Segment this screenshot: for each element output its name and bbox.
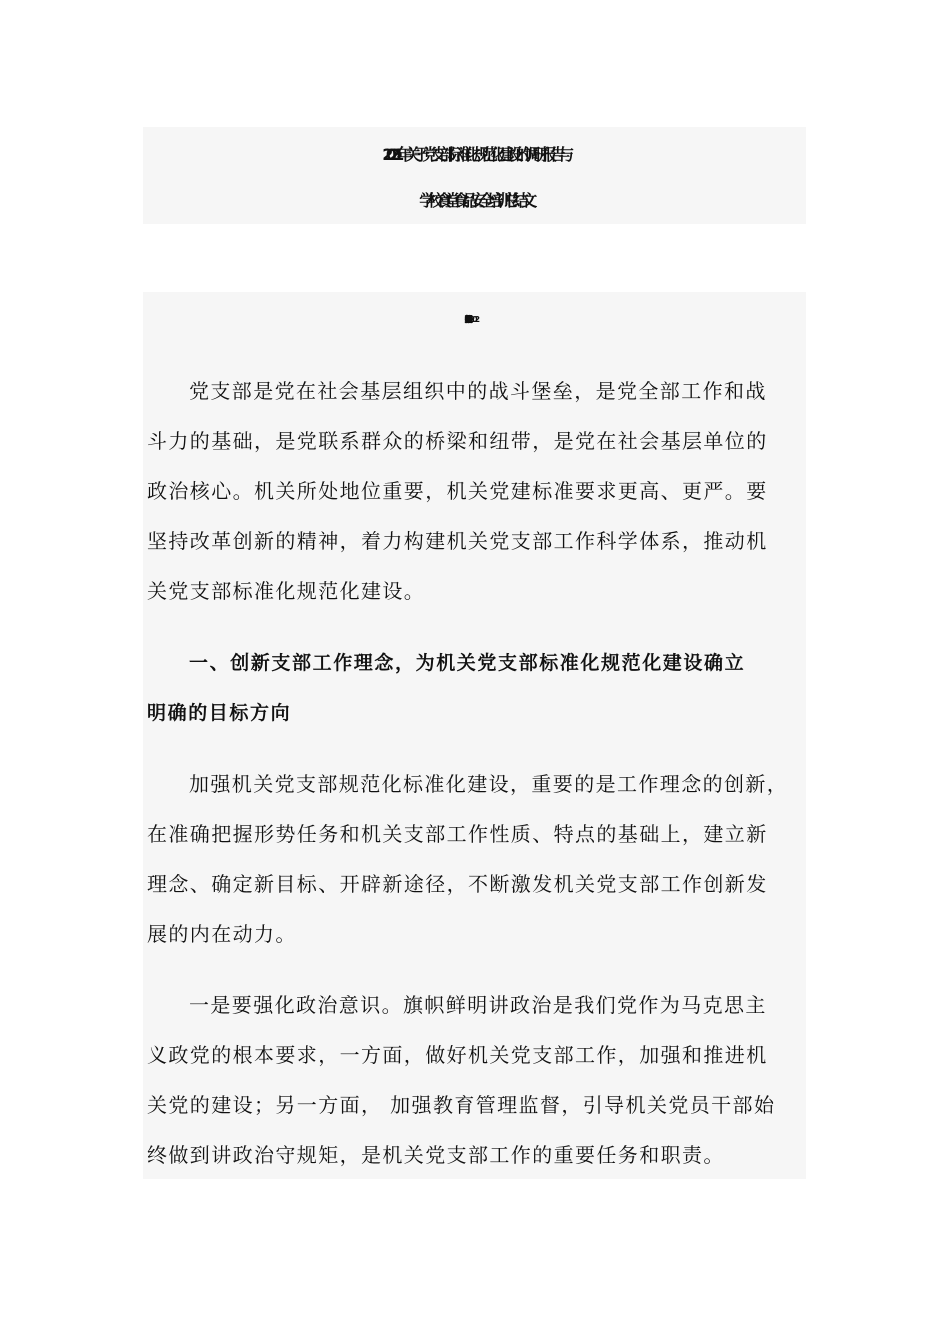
paragraph-1-line-1: 党支部是党在社会基层组织中的战斗堡垒，是党全部工作和战: [189, 379, 767, 403]
section-heading-line-2: 明确的目标方向: [147, 702, 292, 724]
paragraph-3-line-1: 加强机关党支部规范化标准化建设，重要的是工作理念的创新，: [189, 772, 789, 796]
paragraph-1-line-3: 政治核心。机关所处地位重要，机关党建标准要求更高、更严。要: [147, 479, 768, 503]
paragraph-1-line-4: 坚持改革创新的精神，着力构建机关党支部工作科学体系，推动机: [147, 529, 768, 553]
paragraph-4-line-3: 关党的建设；另一方面， 加强教育管理监督，引导机关党员干部始: [147, 1093, 776, 1117]
paragraph-4-line-4: 终做到讲政治守规矩，是机关党支部工作的重要任务和职责。: [147, 1143, 725, 1167]
paragraph-4-line-1: 一是要强化政治意识。旗帜鲜明讲政治是我们党作为马克思主: [189, 993, 767, 1017]
paragraph-1-line-2: 斗力的基础，是党联系群众的桥梁和纽带，是党在社会基层单位的: [147, 429, 768, 453]
section-heading-line-1: 一、创新支部工作理念，为机关党支部标准化规范化建设确立: [189, 652, 746, 674]
document-title-line-1: 2021年关于党支部标准化规范化建设的调研报告与: [382, 145, 567, 164]
paragraph-3-line-2: 在准确把握形势任务和机关支部工作性质、特点的基础上，建立新: [147, 822, 768, 846]
paragraph-4-line-2: 义政党的根本要求，一方面，做好机关党支部工作，加强和推进机: [147, 1043, 768, 1067]
paragraph-3-line-4: 展的内在动力。: [147, 922, 297, 946]
document-title-line-2: 学校食堂食品安全培训总结文: [419, 191, 530, 210]
paragraph-3-line-3: 理念、确定新目标、开辟新途径，不断激发机关党支部工作创新发: [147, 872, 768, 896]
section-subtitle: [143, 306, 806, 334]
document-title-block: [143, 127, 806, 224]
paragraph-1-line-5: 关党支部标准化规范化建设。: [147, 579, 426, 603]
document-body: [143, 292, 806, 1179]
